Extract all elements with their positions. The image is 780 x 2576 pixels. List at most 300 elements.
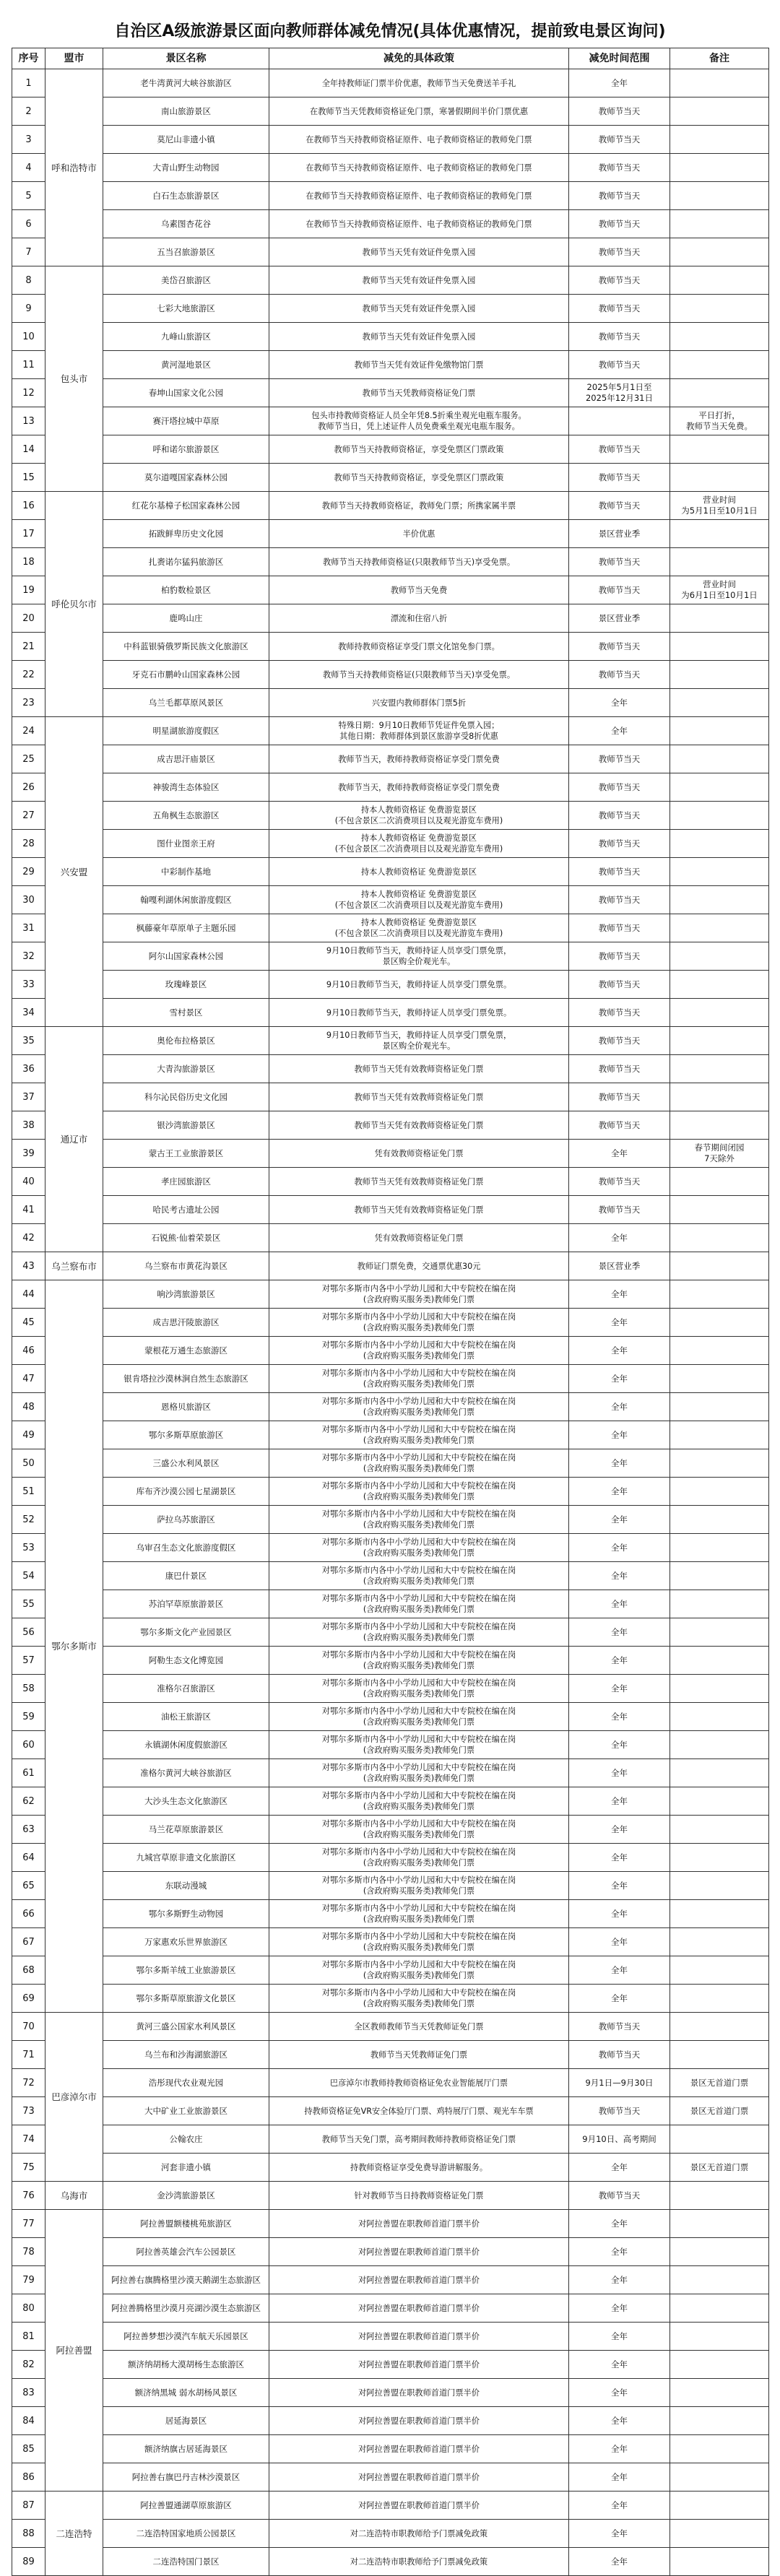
policy-cell: 对鄂尔多斯市内各中小学幼儿园和大中专院校在编在岗 (含政府购买服务类)教师免门票 bbox=[269, 1985, 569, 2013]
scenic-name: 枫藤豪年草原单子主题乐园 bbox=[103, 914, 269, 942]
policy-cell: 对阿拉善盟在职教师首道门票半价 bbox=[269, 2407, 569, 2435]
time-range-cell: 教师节当天 bbox=[569, 2097, 670, 2125]
policy-cell: 教师持教师资格证享受门票文化馆免参门票。 bbox=[269, 633, 569, 661]
note-cell bbox=[670, 1731, 769, 1759]
scenic-name: 阿勒生态文化博览园 bbox=[103, 1647, 269, 1675]
city-cell: 通辽市 bbox=[46, 1027, 103, 1252]
table-row bbox=[12, 2069, 769, 2097]
time-range-cell: 全年 bbox=[569, 1787, 670, 1816]
note-cell: 景区无首道门票 bbox=[670, 2069, 769, 2097]
table-row bbox=[12, 1055, 769, 1083]
note-cell bbox=[670, 1985, 769, 2013]
policy-cell: 教师节当天凭有效教师资格证免门票 bbox=[269, 1055, 569, 1083]
header-no: 序号 bbox=[12, 48, 46, 69]
note-cell bbox=[670, 210, 769, 238]
row-number: 88 bbox=[12, 2520, 46, 2548]
table-row bbox=[12, 1618, 769, 1647]
row-number: 79 bbox=[12, 2266, 46, 2294]
row-number: 35 bbox=[12, 1027, 46, 1055]
note-cell bbox=[670, 2351, 769, 2379]
table-header bbox=[12, 48, 769, 69]
row-number: 13 bbox=[12, 407, 46, 435]
policy-cell: 持教师资格证免VR安全体验厅门票、鸡特展厅门票、观光车车票 bbox=[269, 2097, 569, 2125]
time-range-cell: 全年 bbox=[569, 2407, 670, 2435]
policy-cell: 对鄂尔多斯市内各中小学幼儿园和大中专院校在编在岗 (含政府购买服务类)教师免门票 bbox=[269, 1534, 569, 1562]
policy-cell: 对鄂尔多斯市内各中小学幼儿园和大中专院校在编在岗 (含政府购买服务类)教师免门票 bbox=[269, 1816, 569, 1844]
table-row bbox=[12, 802, 769, 830]
row-number: 41 bbox=[12, 1196, 46, 1224]
time-range-cell: 教师节当天 bbox=[569, 351, 670, 379]
time-range-cell: 教师节当天 bbox=[569, 633, 670, 661]
scenic-name: 莫尔道嘎国家森林公园 bbox=[103, 464, 269, 492]
scenic-name: 额济纳旗古居延海景区 bbox=[103, 2435, 269, 2463]
time-range-cell: 全年 bbox=[569, 1872, 670, 1900]
row-number: 82 bbox=[12, 2351, 46, 2379]
scenic-name: 乌素图杏花谷 bbox=[103, 210, 269, 238]
policy-cell: 持教师资格证享受免费导游讲解服务。 bbox=[269, 2154, 569, 2182]
note-cell bbox=[670, 1027, 769, 1055]
policy-cell: 教师证门票免费，交通票优惠30元 bbox=[269, 1252, 569, 1280]
table-row bbox=[12, 464, 769, 492]
table-row bbox=[12, 323, 769, 351]
policy-cell: 对鄂尔多斯市内各中小学幼儿园和大中专院校在编在岗 (含政府购买服务类)教师免门票 bbox=[269, 1759, 569, 1787]
table-row bbox=[12, 914, 769, 942]
row-number: 78 bbox=[12, 2238, 46, 2266]
policy-cell: 教师节当天，教师持教师资格证享受门票免费 bbox=[269, 773, 569, 802]
note-cell bbox=[670, 1759, 769, 1787]
scenic-name: 五当召旅游景区 bbox=[103, 238, 269, 266]
row-number: 15 bbox=[12, 464, 46, 492]
table-body bbox=[12, 69, 769, 2576]
note-cell bbox=[670, 1647, 769, 1675]
row-number: 37 bbox=[12, 1083, 46, 1111]
table-row bbox=[12, 2548, 769, 2576]
scenic-name: 美岱召旅游区 bbox=[103, 266, 269, 295]
row-number: 63 bbox=[12, 1816, 46, 1844]
time-range-cell: 全年 bbox=[569, 1759, 670, 1787]
note-cell bbox=[670, 2013, 769, 2041]
row-number: 51 bbox=[12, 1478, 46, 1506]
scenic-name: 红花尔基樟子松国家森林公园 bbox=[103, 492, 269, 520]
policy-cell: 对鄂尔多斯市内各中小学幼儿园和大中专院校在编在岗 (含政府购买服务类)教师免门票 bbox=[269, 1506, 569, 1534]
table-row bbox=[12, 351, 769, 379]
note-cell bbox=[670, 1928, 769, 1956]
policy-cell: 教师节当天凭有效教师资格证免门票 bbox=[269, 1168, 569, 1196]
time-range-cell: 教师节当天 bbox=[569, 238, 670, 266]
scenic-name: 白石生态旅游景区 bbox=[103, 182, 269, 210]
scenic-name: 鄂尔多斯草原旅游区 bbox=[103, 1421, 269, 1449]
note-cell bbox=[670, 2125, 769, 2154]
scenic-name: 居延海景区 bbox=[103, 2407, 269, 2435]
note-cell bbox=[670, 914, 769, 942]
note-cell bbox=[670, 126, 769, 154]
policy-cell: 对阿拉善盟在职教师首道门票半价 bbox=[269, 2492, 569, 2520]
table-row bbox=[12, 154, 769, 182]
scenic-name: 赛汗塔拉城中草原 bbox=[103, 407, 269, 435]
row-number: 20 bbox=[12, 604, 46, 633]
note-cell bbox=[670, 154, 769, 182]
scenic-name: 金沙湾旅游景区 bbox=[103, 2182, 269, 2210]
note-cell bbox=[670, 1252, 769, 1280]
scenic-name: 柏豹数检景区 bbox=[103, 576, 269, 604]
city-cell: 呼和浩特市 bbox=[46, 69, 103, 266]
time-range-cell: 教师节当天 bbox=[569, 97, 670, 126]
time-range-cell: 全年 bbox=[569, 2238, 670, 2266]
header-city: 盟市 bbox=[46, 48, 103, 69]
policy-cell: 对鄂尔多斯市内各中小学幼儿园和大中专院校在编在岗 (含政府购买服务类)教师免门票 bbox=[269, 1900, 569, 1928]
scenic-name: 乌兰察布市黄花沟景区 bbox=[103, 1252, 269, 1280]
row-number: 16 bbox=[12, 492, 46, 520]
policy-cell: 对阿拉善盟在职教师首道门票半价 bbox=[269, 2379, 569, 2407]
time-range-cell: 全年 bbox=[569, 2351, 670, 2379]
policy-cell: 对鄂尔多斯市内各中小学幼儿园和大中专院校在编在岗 (含政府购买服务类)教师免门票 bbox=[269, 1787, 569, 1816]
table-row bbox=[12, 2238, 769, 2266]
scenic-name: 九城宫草原非遗文化旅游区 bbox=[103, 1844, 269, 1872]
policy-cell: 对鄂尔多斯市内各中小学幼儿园和大中专院校在编在岗 (含政府购买服务类)教师免门票 bbox=[269, 1365, 569, 1393]
row-number: 8 bbox=[12, 266, 46, 295]
note-cell bbox=[670, 2266, 769, 2294]
note-cell bbox=[670, 266, 769, 295]
time-range-cell: 全年 bbox=[569, 2266, 670, 2294]
policy-cell: 对鄂尔多斯市内各中小学幼儿园和大中专院校在编在岗 (含政府购买服务类)教师免门票 bbox=[269, 1590, 569, 1618]
table-row bbox=[12, 2210, 769, 2238]
scenic-name: 永镇湖休闲度假旅游区 bbox=[103, 1731, 269, 1759]
table-row bbox=[12, 745, 769, 773]
time-range-cell: 教师节当天 bbox=[569, 745, 670, 773]
note-cell bbox=[670, 1872, 769, 1900]
row-number: 61 bbox=[12, 1759, 46, 1787]
note-cell bbox=[670, 1506, 769, 1534]
note-cell bbox=[670, 1703, 769, 1731]
city-cell: 包头市 bbox=[46, 266, 103, 492]
scenic-name: 九峰山旅游区 bbox=[103, 323, 269, 351]
note-cell bbox=[670, 1844, 769, 1872]
city-cell: 呼伦贝尔市 bbox=[46, 492, 103, 717]
time-range-cell: 教师节当天 bbox=[569, 661, 670, 689]
row-number: 67 bbox=[12, 1928, 46, 1956]
policy-cell: 漂流和住宿八折 bbox=[269, 604, 569, 633]
time-range-cell: 全年 bbox=[569, 1309, 670, 1337]
table-row bbox=[12, 2379, 769, 2407]
policy-cell: 特殊日期：9月10日教师节凭证件免票入园； 其他日期：教师群体到景区旅游享受8折优惠 bbox=[269, 717, 569, 745]
time-range-cell: 全年 bbox=[569, 717, 670, 745]
table-row bbox=[12, 2294, 769, 2323]
time-range-cell: 教师节当天 bbox=[569, 971, 670, 999]
scenic-name: 阿尔山国家森林公园 bbox=[103, 942, 269, 971]
note-cell bbox=[670, 858, 769, 886]
scenic-name: 成吉思汗陵旅游区 bbox=[103, 1309, 269, 1337]
time-range-cell: 景区营业季 bbox=[569, 1252, 670, 1280]
note-cell bbox=[670, 1196, 769, 1224]
policy-cell: 持本人教师资格证 免费游览景区 (不包含景区二次消费项目以及观光游览车费用) bbox=[269, 830, 569, 858]
policy-cell: 对鄂尔多斯市内各中小学幼儿园和大中专院校在编在岗 (含政府购买服务类)教师免门票 bbox=[269, 1703, 569, 1731]
scenic-name: 春坤山国家文化公园 bbox=[103, 379, 269, 407]
table-row bbox=[12, 2013, 769, 2041]
scenic-name: 万家惠欢乐世界旅游区 bbox=[103, 1928, 269, 1956]
note-cell bbox=[670, 1534, 769, 1562]
note-cell: 平日打折， 教师节当天免费。 bbox=[670, 407, 769, 435]
scenic-name: 七彩大地旅游区 bbox=[103, 295, 269, 323]
table-row bbox=[12, 1816, 769, 1844]
scenic-name: 图什业图亲王府 bbox=[103, 830, 269, 858]
time-range-cell: 全年 bbox=[569, 1506, 670, 1534]
scenic-name: 准格尔召旅游区 bbox=[103, 1675, 269, 1703]
time-range-cell: 教师节当天 bbox=[569, 435, 670, 464]
scenic-name: 鄂尔多斯草原旅游文化景区 bbox=[103, 1985, 269, 2013]
scenic-name: 阿拉善腾格里沙漠月亮湖沙漠生态旅游区 bbox=[103, 2294, 269, 2323]
note-cell bbox=[670, 773, 769, 802]
note-cell bbox=[670, 1224, 769, 1252]
note-cell bbox=[670, 182, 769, 210]
policy-cell: 对阿拉善盟在职教师首道门票半价 bbox=[269, 2238, 569, 2266]
policy-cell: 全年持教师证门票半价优惠，教师节当天免费送羊手礼 bbox=[269, 69, 569, 97]
table-row bbox=[12, 717, 769, 745]
policy-cell: 教师节当天，教师持教师资格证享受门票免费 bbox=[269, 745, 569, 773]
note-cell: 营业时间 为5月1日至10月1日 bbox=[670, 492, 769, 520]
table-row bbox=[12, 1449, 769, 1478]
scenic-name: 响沙湾旅游景区 bbox=[103, 1280, 269, 1309]
time-range-cell: 全年 bbox=[569, 2463, 670, 2492]
scenic-name: 黄河湿地景区 bbox=[103, 351, 269, 379]
table-row bbox=[12, 999, 769, 1027]
table-row bbox=[12, 1534, 769, 1562]
scenic-name: 阿拉善右旗腾格里沙漠天鹅湖生态旅游区 bbox=[103, 2266, 269, 2294]
city-cell: 巴彦淖尔市 bbox=[46, 2013, 103, 2182]
scenic-name: 翰嘎利湖休闲旅游度假区 bbox=[103, 886, 269, 914]
table-row bbox=[12, 1224, 769, 1252]
time-range-cell: 全年 bbox=[569, 1534, 670, 1562]
scenic-name: 准格尔黄河大峡谷旅游区 bbox=[103, 1759, 269, 1787]
table-row bbox=[12, 182, 769, 210]
row-number: 69 bbox=[12, 1985, 46, 2013]
time-range-cell: 教师节当天 bbox=[569, 886, 670, 914]
time-range-cell: 9月1日—9月30日 bbox=[569, 2069, 670, 2097]
row-number: 48 bbox=[12, 1393, 46, 1421]
city-cell: 乌兰察布市 bbox=[46, 1252, 103, 1280]
scenic-name: 中科蓝银骑俄罗斯民族文化旅游区 bbox=[103, 633, 269, 661]
policy-cell: 对二连浩特市职教师给予门票减免政策 bbox=[269, 2520, 569, 2548]
scenic-name: 中彩制作基地 bbox=[103, 858, 269, 886]
note-cell bbox=[670, 2238, 769, 2266]
table-row bbox=[12, 2097, 769, 2125]
table-row bbox=[12, 830, 769, 858]
note-cell bbox=[670, 604, 769, 633]
table-row bbox=[12, 2520, 769, 2548]
table-row bbox=[12, 1647, 769, 1675]
row-number: 2 bbox=[12, 97, 46, 126]
scenic-name: 鹿鸣山庄 bbox=[103, 604, 269, 633]
header-policy: 减免的具体政策 bbox=[269, 48, 569, 69]
note-cell bbox=[670, 1111, 769, 1140]
note-cell bbox=[670, 942, 769, 971]
scenic-name: 神骏湾生态体验区 bbox=[103, 773, 269, 802]
note-cell bbox=[670, 1816, 769, 1844]
table-row bbox=[12, 971, 769, 999]
time-range-cell: 全年 bbox=[569, 1956, 670, 1985]
scenic-name: 孝庄园旅游区 bbox=[103, 1168, 269, 1196]
table-row bbox=[12, 1928, 769, 1956]
table-row bbox=[12, 1759, 769, 1787]
row-number: 60 bbox=[12, 1731, 46, 1759]
note-cell: 景区无首道门票 bbox=[670, 2154, 769, 2182]
row-number: 75 bbox=[12, 2154, 46, 2182]
row-number: 64 bbox=[12, 1844, 46, 1872]
note-cell bbox=[670, 1675, 769, 1703]
time-range-cell: 全年 bbox=[569, 1280, 670, 1309]
table-row bbox=[12, 633, 769, 661]
scenic-name: 阿拉善盟通湖草原旅游区 bbox=[103, 2492, 269, 2520]
scenic-name: 奥伦布拉格景区 bbox=[103, 1027, 269, 1055]
row-number: 24 bbox=[12, 717, 46, 745]
table-row bbox=[12, 1872, 769, 1900]
table-row bbox=[12, 1309, 769, 1337]
row-number: 28 bbox=[12, 830, 46, 858]
table-row bbox=[12, 2463, 769, 2492]
row-number: 25 bbox=[12, 745, 46, 773]
note-cell bbox=[670, 1421, 769, 1449]
table-row bbox=[12, 1196, 769, 1224]
table-row bbox=[12, 1337, 769, 1365]
policy-cell: 对阿拉善盟在职教师首道门票半价 bbox=[269, 2323, 569, 2351]
time-range-cell: 教师节当天 bbox=[569, 2013, 670, 2041]
policy-cell: 持本人教师资格证 免费游览景区 (不包含景区二次消费项目以及观光游览车费用) bbox=[269, 802, 569, 830]
time-range-cell: 教师节当天 bbox=[569, 266, 670, 295]
policy-cell: 凭有效教师资格证免门票 bbox=[269, 1140, 569, 1168]
table-row bbox=[12, 1280, 769, 1309]
time-range-cell: 全年 bbox=[569, 1449, 670, 1478]
time-range-cell: 教师节当天 bbox=[569, 1027, 670, 1055]
note-cell bbox=[670, 689, 769, 717]
note-cell bbox=[670, 971, 769, 999]
row-number: 68 bbox=[12, 1956, 46, 1985]
note-cell bbox=[670, 435, 769, 464]
scenic-name: 阿拉善盟额楼桃苑旅游区 bbox=[103, 2210, 269, 2238]
policy-cell: 对鄂尔多斯市内各中小学幼儿园和大中专院校在编在岗 (含政府购买服务类)教师免门票 bbox=[269, 1421, 569, 1449]
row-number: 55 bbox=[12, 1590, 46, 1618]
scenic-name: 科尔沁民俗历史文化园 bbox=[103, 1083, 269, 1111]
time-range-cell: 全年 bbox=[569, 1562, 670, 1590]
policy-cell: 9月10日教师节当天，教师持证人员享受门票免票。 bbox=[269, 971, 569, 999]
time-range-cell: 全年 bbox=[569, 1844, 670, 1872]
table-row bbox=[12, 1083, 769, 1111]
policy-cell: 教师节当天免费 bbox=[269, 576, 569, 604]
note-cell bbox=[670, 1449, 769, 1478]
note-cell: 春节期间闭园 7天除外 bbox=[670, 1140, 769, 1168]
row-number: 14 bbox=[12, 435, 46, 464]
row-number: 89 bbox=[12, 2548, 46, 2576]
time-range-cell: 教师节当天 bbox=[569, 999, 670, 1027]
time-range-cell: 全年 bbox=[569, 1393, 670, 1421]
table-row bbox=[12, 2266, 769, 2294]
policy-cell: 在教师节当天持教师资格证原件、电子教师资格证的教师免门票 bbox=[269, 182, 569, 210]
time-range-cell bbox=[569, 407, 670, 435]
policy-cell: 对阿拉善盟在职教师首道门票半价 bbox=[269, 2435, 569, 2463]
policy-cell: 教师节当天持教师资格证(只限教师节当天)享受免票。 bbox=[269, 661, 569, 689]
note-cell bbox=[670, 1083, 769, 1111]
scenic-name: 呼和诺尔旅游景区 bbox=[103, 435, 269, 464]
row-number: 12 bbox=[12, 379, 46, 407]
policy-cell: 持本人教师资格证 免费游览景区 (不包含景区二次消费项目以及观光游览车费用) bbox=[269, 914, 569, 942]
note-cell bbox=[670, 1393, 769, 1421]
row-number: 54 bbox=[12, 1562, 46, 1590]
scenic-name: 鄂尔多斯野生动物园 bbox=[103, 1900, 269, 1928]
header-time: 减免时间范围 bbox=[569, 48, 670, 69]
note-cell: 营业时间 为6月1日至10月1日 bbox=[670, 576, 769, 604]
table-row bbox=[12, 1731, 769, 1759]
note-cell bbox=[670, 2294, 769, 2323]
table-row bbox=[12, 238, 769, 266]
row-number: 66 bbox=[12, 1900, 46, 1928]
policy-cell: 对鄂尔多斯市内各中小学幼儿园和大中专院校在编在岗 (含政府购买服务类)教师免门票 bbox=[269, 1956, 569, 1985]
time-range-cell: 全年 bbox=[569, 1337, 670, 1365]
note-cell bbox=[670, 2463, 769, 2492]
row-number: 32 bbox=[12, 942, 46, 971]
policy-cell: 对鄂尔多斯市内各中小学幼儿园和大中专院校在编在岗 (含政府购买服务类)教师免门票 bbox=[269, 1872, 569, 1900]
time-range-cell: 全年 bbox=[569, 1421, 670, 1449]
table-row bbox=[12, 942, 769, 971]
policy-cell: 对鄂尔多斯市内各中小学幼儿园和大中专院校在编在岗 (含政府购买服务类)教师免门票 bbox=[269, 1309, 569, 1337]
policy-cell: 对鄂尔多斯市内各中小学幼儿园和大中专院校在编在岗 (含政府购买服务类)教师免门票 bbox=[269, 1478, 569, 1506]
row-number: 9 bbox=[12, 295, 46, 323]
row-number: 52 bbox=[12, 1506, 46, 1534]
row-number: 34 bbox=[12, 999, 46, 1027]
table-row bbox=[12, 1506, 769, 1534]
row-number: 29 bbox=[12, 858, 46, 886]
table-row bbox=[12, 2435, 769, 2463]
row-number: 27 bbox=[12, 802, 46, 830]
scenic-name: 油松王旅游区 bbox=[103, 1703, 269, 1731]
time-range-cell: 9月10日、高考期间 bbox=[569, 2125, 670, 2154]
policy-cell: 教师节当天凭有效证件免缴物馆门票 bbox=[269, 351, 569, 379]
scenic-name: 阿拉善英雄会汽车公园景区 bbox=[103, 2238, 269, 2266]
scenic-name: 玫瑰峰景区 bbox=[103, 971, 269, 999]
time-range-cell: 全年 bbox=[569, 2323, 670, 2351]
note-cell bbox=[670, 351, 769, 379]
time-range-cell: 全年 bbox=[569, 1618, 670, 1647]
time-range-cell: 全年 bbox=[569, 1900, 670, 1928]
policy-cell: 凭有效教师资格证免门票 bbox=[269, 1224, 569, 1252]
row-number: 26 bbox=[12, 773, 46, 802]
table-row bbox=[12, 1590, 769, 1618]
city-cell: 阿拉善盟 bbox=[46, 2210, 103, 2492]
row-number: 80 bbox=[12, 2294, 46, 2323]
table-row bbox=[12, 1675, 769, 1703]
scenic-name: 二连浩特国门景区 bbox=[103, 2548, 269, 2576]
scenic-name: 蒙古王工业旅游景区 bbox=[103, 1140, 269, 1168]
note-cell bbox=[670, 295, 769, 323]
scenic-name: 银沙湾旅游景区 bbox=[103, 1111, 269, 1140]
scenic-name: 三盛公水利风景区 bbox=[103, 1449, 269, 1478]
policy-cell: 教师节当天凭有效教师资格证免门票 bbox=[269, 1196, 569, 1224]
table-row bbox=[12, 492, 769, 520]
row-number: 81 bbox=[12, 2323, 46, 2351]
scenic-name: 河套非遗小镇 bbox=[103, 2154, 269, 2182]
note-cell bbox=[670, 1365, 769, 1393]
table-row bbox=[12, 435, 769, 464]
policy-cell: 对鄂尔多斯市内各中小学幼儿园和大中专院校在编在岗 (含政府购买服务类)教师免门票 bbox=[269, 1731, 569, 1759]
scenic-name: 康巴什景区 bbox=[103, 1562, 269, 1590]
policy-cell: 对鄂尔多斯市内各中小学幼儿园和大中专院校在编在岗 (含政府购买服务类)教师免门票 bbox=[269, 1562, 569, 1590]
table-row bbox=[12, 1168, 769, 1196]
policy-cell: 教师节当天持教师资格证，享受免票区门票政策 bbox=[269, 435, 569, 464]
note-cell bbox=[670, 323, 769, 351]
table-row bbox=[12, 1900, 769, 1928]
scenic-name: 大沙头生态文化旅游区 bbox=[103, 1787, 269, 1816]
time-range-cell: 教师节当天 bbox=[569, 830, 670, 858]
time-range-cell: 景区营业季 bbox=[569, 520, 670, 548]
time-range-cell: 教师节当天 bbox=[569, 1055, 670, 1083]
time-range-cell: 全年 bbox=[569, 2294, 670, 2323]
